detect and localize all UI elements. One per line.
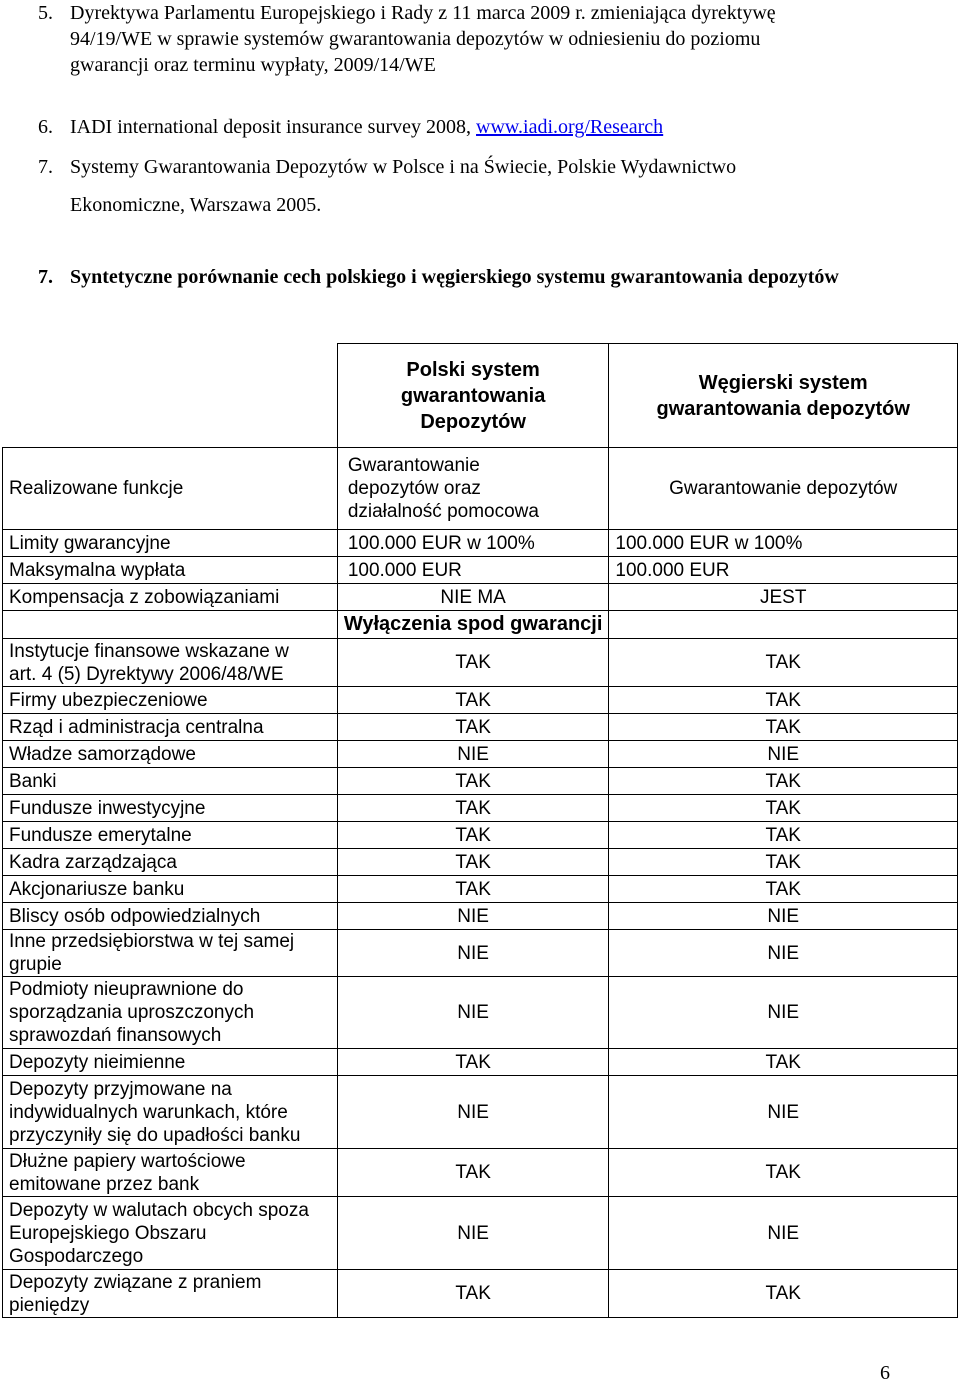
- row-label: Realizowane funkcje: [3, 448, 338, 530]
- value-line: Gwarantowanie: [347, 455, 480, 476]
- row-label-line: Fundusze emerytalne: [9, 824, 192, 846]
- section-empty-cell: [609, 611, 958, 639]
- header-polish-system: [337, 344, 609, 448]
- reference-line: Dyrektywa Parlamentu Europejskiego i Rady z 11 marca 2009 r. zmieniająca dyrektywę: [70, 2, 776, 24]
- table-row: [3, 1149, 958, 1197]
- polish-value: NIE: [337, 977, 609, 1049]
- header-line: Węgierski system: [698, 371, 868, 394]
- row-label-line: Depozyty w walutach obcych spoza: [9, 1199, 309, 1221]
- row-label-line: Firmy ubezpieczeniowe: [9, 689, 208, 711]
- table-row: [3, 1049, 958, 1076]
- table-row: [3, 795, 958, 822]
- row-label: [3, 768, 338, 795]
- value-line: działalność pomocowa: [347, 501, 539, 522]
- hungarian-value: JEST: [609, 584, 958, 611]
- row-label-line: Akcjonariusze banku: [9, 878, 185, 900]
- row-label-line: grupie: [9, 954, 62, 975]
- header-hungarian-system: [609, 344, 958, 448]
- hungarian-value: NIE: [609, 930, 958, 977]
- polish-value: 100.000 EUR w 100%: [337, 530, 609, 557]
- reference-number: 5.: [38, 2, 53, 24]
- table-row: [3, 639, 958, 687]
- table-header-row: [3, 344, 958, 448]
- row-label-line: Depozyty nieimienne: [9, 1051, 186, 1073]
- hungarian-value: TAK: [609, 687, 958, 714]
- hungarian-value: TAK: [609, 1049, 958, 1076]
- header-line: Polski system: [406, 358, 540, 381]
- comparison-table: [2, 343, 958, 1318]
- reference-6: [38, 114, 898, 140]
- row-label-line: indywidualnych warunkach, które: [9, 1101, 288, 1123]
- row-label-line: Władze samorządowe: [9, 743, 196, 765]
- row-label-line: emitowane przez bank: [9, 1173, 200, 1195]
- table-row: [3, 741, 958, 768]
- section-number: 7.: [38, 266, 53, 288]
- row-label-line: pieniędzy: [9, 1294, 90, 1316]
- row-label: Maksymalna wypłata: [3, 557, 338, 584]
- header-line: gwarantowania depozytów: [656, 397, 910, 420]
- polish-value: NIE: [337, 1197, 609, 1270]
- hungarian-value: TAK: [609, 876, 958, 903]
- section-empty-cell: [3, 611, 338, 639]
- table-row: [3, 448, 958, 530]
- polish-value: TAK: [337, 768, 609, 795]
- row-label: [3, 822, 338, 849]
- row-label: [3, 876, 338, 903]
- table-row: [3, 977, 958, 1049]
- hungarian-value: NIE: [609, 1076, 958, 1149]
- row-label-line: Depozyty związane z praniem: [9, 1271, 262, 1293]
- section-title: Syntetyczne porównanie cech polskiego i węgierskiego systemu gwarantowania depozytów: [70, 266, 839, 288]
- row-label-line: Bliscy osób odpowiedzialnych: [9, 905, 261, 927]
- table-row: [3, 1270, 958, 1318]
- row-label: [3, 903, 338, 930]
- reference-5: [38, 0, 898, 78]
- table-row: [3, 1197, 958, 1270]
- table-row: [3, 714, 958, 741]
- polish-value: TAK: [337, 822, 609, 849]
- row-label: [3, 1076, 338, 1149]
- polish-value: TAK: [337, 876, 609, 903]
- hungarian-value: TAK: [609, 1270, 958, 1318]
- row-label-line: Banki: [9, 770, 57, 792]
- reference-7: [38, 154, 898, 218]
- polish-value: NIE MA: [337, 584, 609, 611]
- polish-value: NIE: [337, 1076, 609, 1149]
- row-label-line: Instytucje finansowe wskazane w: [9, 640, 289, 662]
- hungarian-value: TAK: [609, 639, 958, 687]
- row-label: [3, 714, 338, 741]
- row-label: [3, 1149, 338, 1197]
- table-row: [3, 876, 958, 903]
- table-row: [3, 903, 958, 930]
- row-label-line: Inne przedsiębiorstwa w tej samej: [9, 931, 295, 952]
- row-label: [3, 1049, 338, 1076]
- reference-link[interactable]: www.iadi.org/Research: [476, 116, 664, 138]
- section-row: [3, 611, 958, 639]
- table-row: [3, 557, 958, 584]
- section-label: Wyłączenia spod gwarancji: [337, 611, 609, 639]
- value-line: depozytów oraz: [347, 478, 481, 499]
- hungarian-value: 100.000 EUR: [609, 557, 958, 584]
- polish-value: NIE: [337, 903, 609, 930]
- hungarian-value: TAK: [609, 768, 958, 795]
- page-number: 6: [880, 1362, 890, 1384]
- table-row: [3, 530, 958, 557]
- row-label-line: Kadra zarządzająca: [9, 851, 177, 873]
- hungarian-value: NIE: [609, 1197, 958, 1270]
- row-label-line: Podmioty nieuprawnione do: [9, 979, 244, 1000]
- table-row: [3, 930, 958, 977]
- hungarian-value: NIE: [609, 977, 958, 1049]
- polish-value: TAK: [337, 795, 609, 822]
- hungarian-value: 100.000 EUR w 100%: [609, 530, 958, 557]
- hungarian-value: TAK: [609, 795, 958, 822]
- row-label: [3, 639, 338, 687]
- row-label-line: przyczyniły się do upadłości banku: [9, 1124, 301, 1146]
- row-label: Limity gwarancyjne: [3, 530, 338, 557]
- polish-value: TAK: [337, 714, 609, 741]
- polish-value: NIE: [337, 741, 609, 768]
- row-label: [3, 741, 338, 768]
- reference-line: 94/19/WE w sprawie systemów gwarantowania depozytów w odniesieniu do poziomu: [70, 28, 761, 50]
- row-label: [3, 795, 338, 822]
- table-row: [3, 584, 958, 611]
- row-label: [3, 849, 338, 876]
- row-label: [3, 977, 338, 1049]
- reference-text: IADI international deposit insurance survey 2008,: [70, 116, 477, 138]
- row-label: Kompensacja z zobowiązaniami: [3, 584, 338, 611]
- hungarian-value: TAK: [609, 1149, 958, 1197]
- row-label-line: Depozyty przyjmowane na: [9, 1078, 232, 1100]
- reference-line: Systemy Gwarantowania Depozytów w Polsce i na Świecie, Polskie Wydawnictwo: [70, 156, 737, 178]
- row-label-line: Europejskiego Obszaru: [9, 1222, 207, 1244]
- row-label-line: Rząd i administracja centralna: [9, 716, 264, 738]
- polish-value: TAK: [337, 687, 609, 714]
- polish-value: 100.000 EUR: [337, 557, 609, 584]
- polish-value: TAK: [337, 1149, 609, 1197]
- polish-value: TAK: [337, 1270, 609, 1318]
- polish-value: TAK: [337, 639, 609, 687]
- hungarian-value: NIE: [609, 741, 958, 768]
- row-label: [3, 1197, 338, 1270]
- hungarian-value: TAK: [609, 849, 958, 876]
- hungarian-value: TAK: [609, 714, 958, 741]
- polish-value: NIE: [337, 930, 609, 977]
- header-empty-cell: [3, 344, 338, 448]
- exclusion-rows: [3, 639, 958, 1318]
- header-line: gwarantowania: [400, 384, 546, 407]
- reference-number: 6.: [38, 116, 53, 138]
- row-label-line: sprawozdań finansowych: [9, 1025, 222, 1046]
- reference-line: gwarancji oraz terminu wypłaty, 2009/14/WE: [70, 54, 436, 76]
- row-label: [3, 1270, 338, 1318]
- hungarian-value: NIE: [609, 903, 958, 930]
- polish-value: TAK: [337, 849, 609, 876]
- polish-value: [337, 448, 609, 530]
- reference-line: Ekonomiczne, Warszawa 2005.: [70, 194, 322, 216]
- row-label-line: art. 4 (5) Dyrektywy 2006/48/WE: [9, 663, 284, 685]
- hungarian-value: TAK: [609, 822, 958, 849]
- polish-value: TAK: [337, 1049, 609, 1076]
- row-label: [3, 687, 338, 714]
- row-label-line: Dłużne papiery wartościowe: [9, 1150, 246, 1172]
- reference-number: 7.: [38, 156, 53, 178]
- table-row: [3, 1076, 958, 1149]
- header-line: Depozytów: [420, 410, 526, 433]
- table-row: [3, 849, 958, 876]
- section-heading: [38, 264, 898, 290]
- hungarian-value: Gwarantowanie depozytów: [609, 448, 958, 530]
- row-label-line: Gospodarczego: [9, 1245, 144, 1267]
- row-label-line: sporządzania uproszczonych: [9, 1002, 255, 1023]
- row-label: [3, 930, 338, 977]
- table-row: [3, 768, 958, 795]
- table-row: [3, 822, 958, 849]
- table-row: [3, 687, 958, 714]
- row-label-line: Fundusze inwestycyjne: [9, 797, 206, 819]
